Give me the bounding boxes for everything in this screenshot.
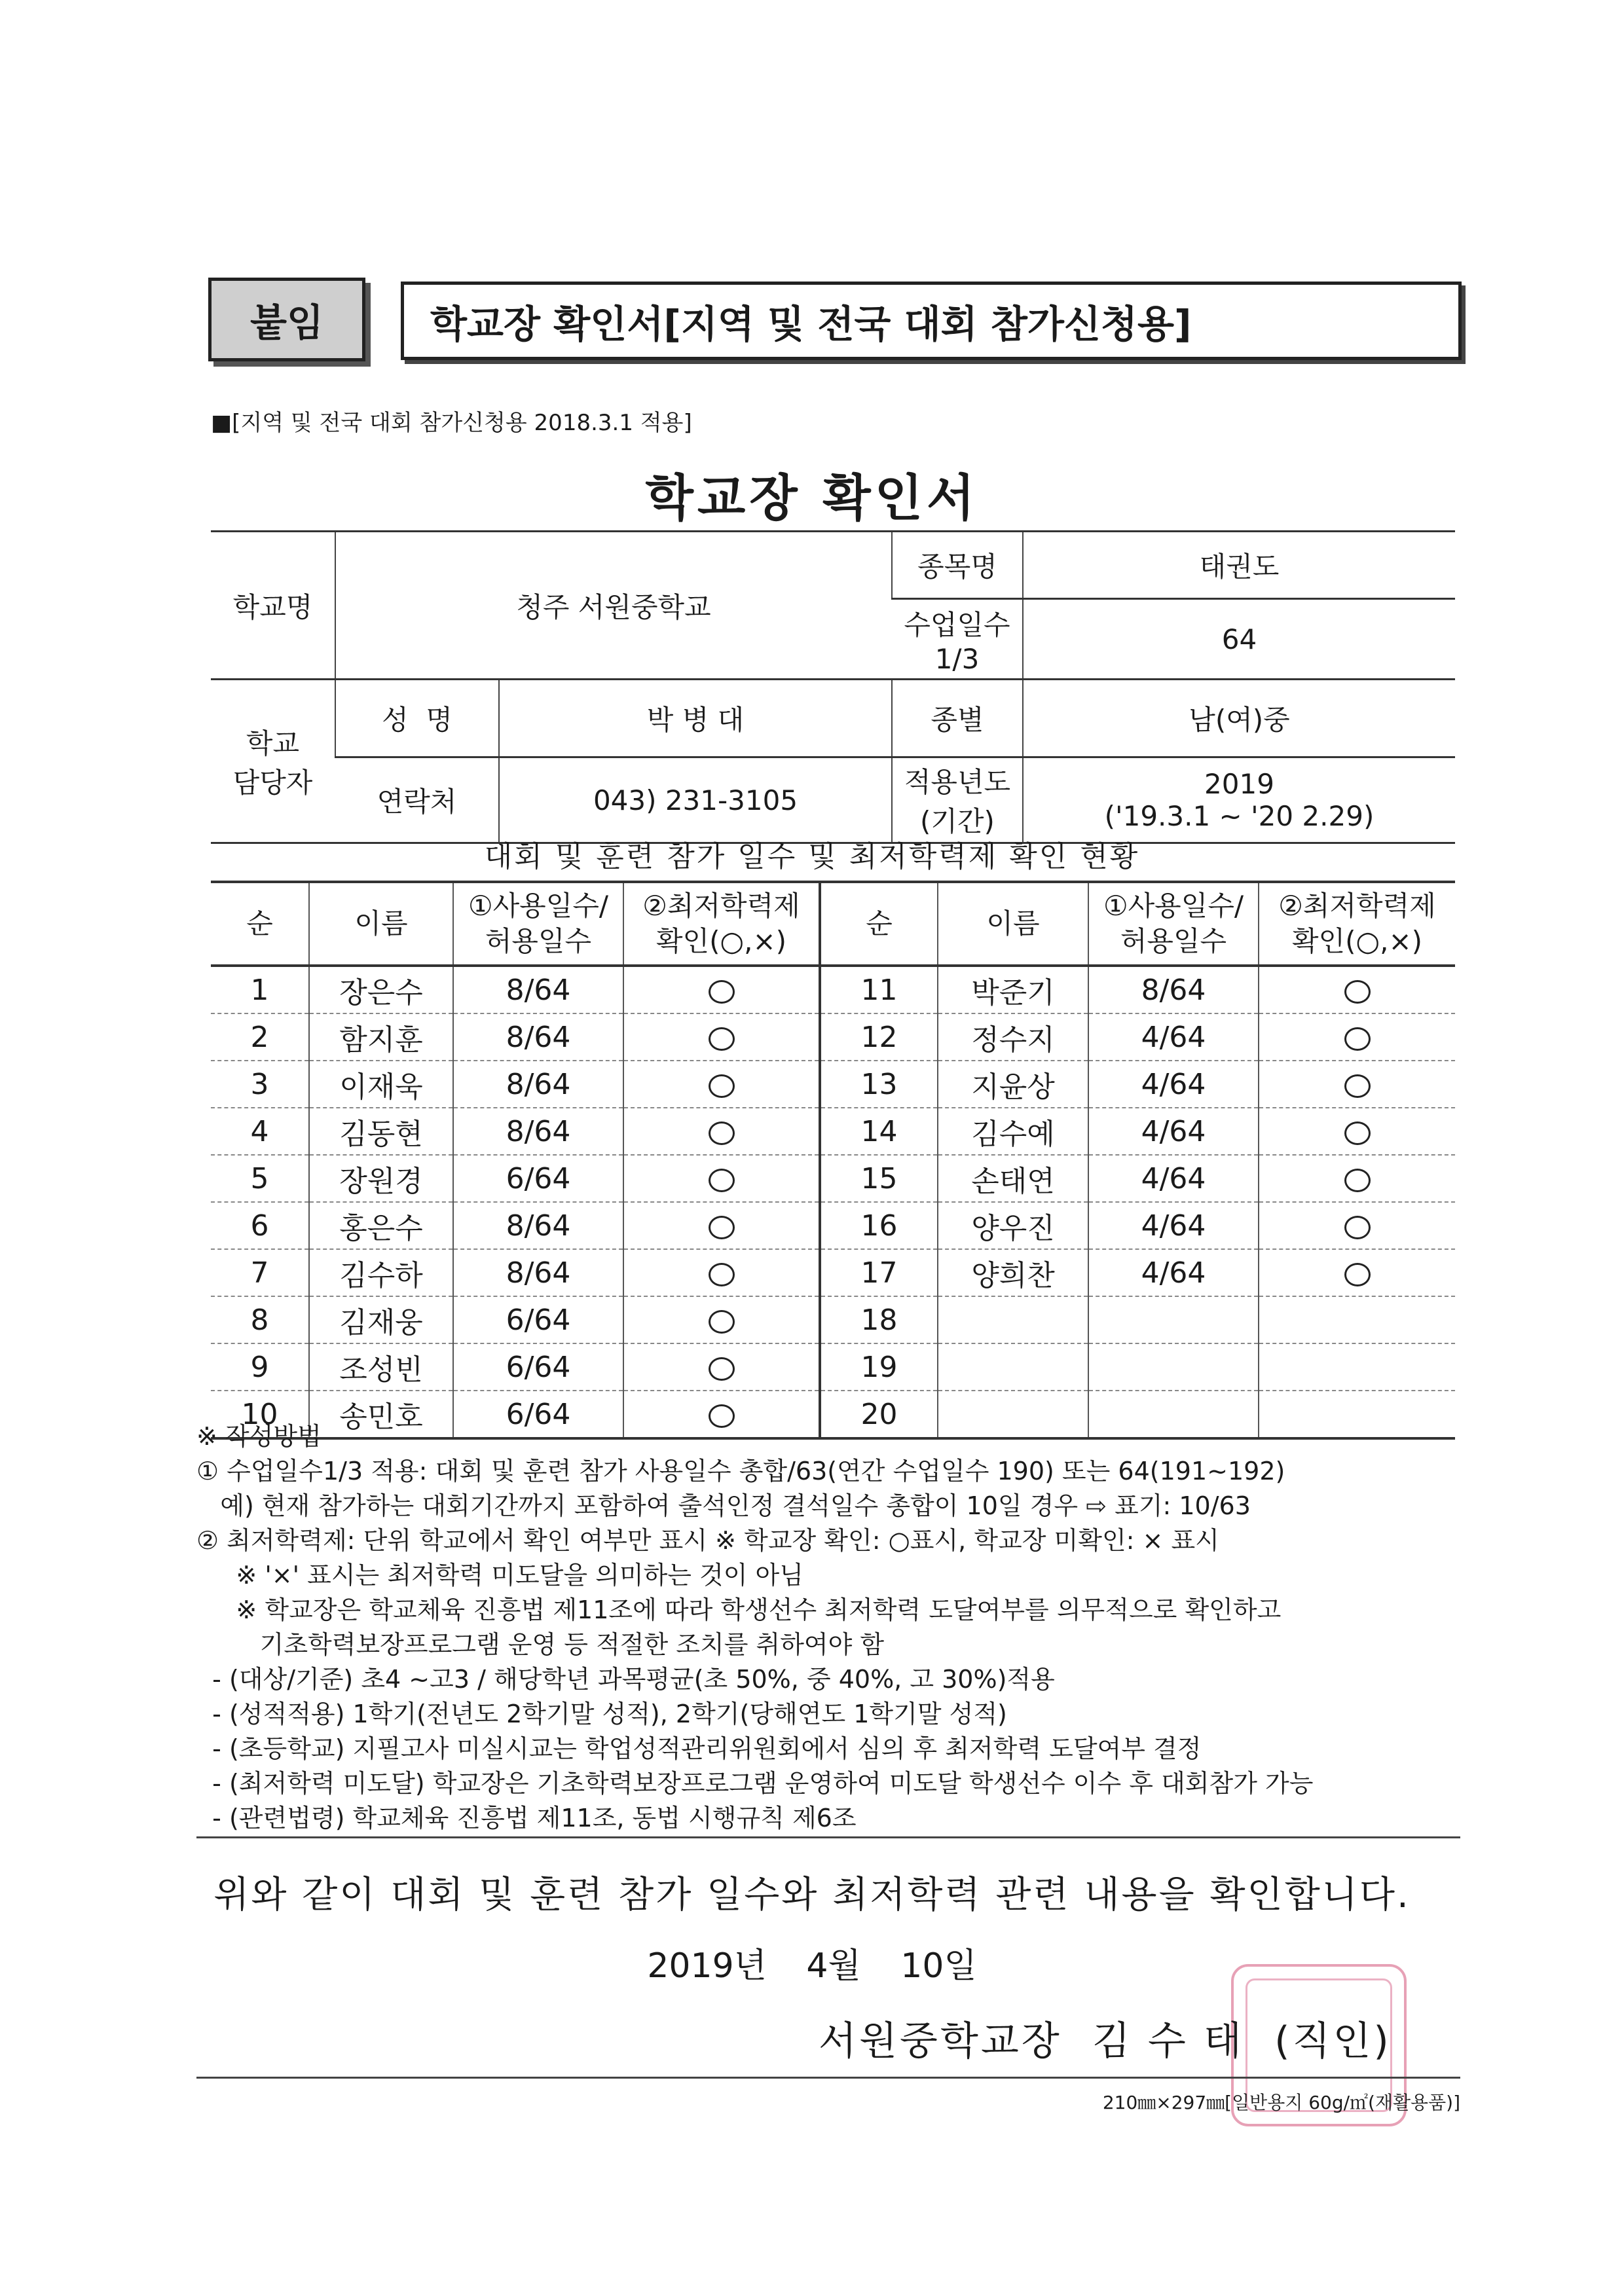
note-line: - (최저학력 미도달) 학교장은 기초학력보장프로그램 운영하여 미도달 학생선수 이수 후 대회참가 가능 bbox=[196, 1769, 1314, 1798]
days-label bbox=[892, 599, 1023, 680]
circle-mark-icon bbox=[1344, 980, 1371, 1004]
check bbox=[623, 1013, 820, 1061]
row-number: 2 bbox=[211, 1013, 309, 1061]
table-row bbox=[211, 1155, 1455, 1202]
manager-label bbox=[211, 680, 335, 843]
student-name bbox=[938, 1343, 1088, 1391]
row-number: 12 bbox=[820, 1013, 938, 1061]
date-year: 2019년 bbox=[647, 1946, 767, 1986]
row-number: 13 bbox=[820, 1061, 938, 1108]
principal-signature-line: 서원중학교장 김 수 태 (직인) bbox=[819, 2018, 1392, 2064]
student-name: 조성빈 bbox=[309, 1343, 453, 1391]
days-used: 6/64 bbox=[453, 1391, 623, 1438]
student-name: 김동현 bbox=[309, 1108, 453, 1155]
note-line: 기초학력보장프로그램 운영 등 적절한 조치를 취하여야 함 bbox=[196, 1630, 885, 1659]
row-number: 18 bbox=[820, 1296, 938, 1343]
student-name: 이재욱 bbox=[309, 1061, 453, 1108]
row-number: 9 bbox=[211, 1343, 309, 1391]
school-label: 학교명 bbox=[211, 532, 335, 680]
row-number: 8 bbox=[211, 1296, 309, 1343]
days-used bbox=[1088, 1296, 1259, 1343]
check bbox=[623, 1202, 820, 1249]
contact-label: 연락처 bbox=[335, 757, 499, 843]
days-used: 8/64 bbox=[453, 1061, 623, 1108]
row-number: 19 bbox=[820, 1343, 938, 1391]
note-line: ※ 학교장은 학교체육 진흥법 제11조에 따라 학생선수 최저학력 도달여부를 의무적으로 확인하고 bbox=[196, 1595, 1282, 1624]
check bbox=[1259, 1061, 1455, 1108]
note-line: - (성적적용) 1학기(전년도 2학기말 성적), 2학기(당해연도 1학기말 성적) bbox=[196, 1700, 1007, 1728]
days-value: 64 bbox=[1023, 599, 1455, 680]
row-number: 15 bbox=[820, 1155, 938, 1202]
header-days-line2: 허용일수 bbox=[1120, 925, 1227, 957]
date-day: 10일 bbox=[900, 1946, 977, 1986]
divider bbox=[196, 2077, 1460, 2079]
student-name: 장원경 bbox=[309, 1155, 453, 1202]
check bbox=[1259, 1343, 1455, 1391]
row-number: 7 bbox=[211, 1249, 309, 1296]
note-line: 예) 현재 참가하는 대회기간까지 포함하여 출석인정 결석일수 총합이 10일 경우 ⇨ 표기: 10/63 bbox=[196, 1491, 1251, 1520]
circle-mark-icon bbox=[1344, 1121, 1371, 1145]
note-line: ② 최저학력제: 단위 학교에서 확인 여부만 표시 ※ 학교장 확인: ○표시, 학교장 미확인: × 표시 bbox=[196, 1526, 1219, 1555]
days-used: 8/64 bbox=[1088, 966, 1259, 1013]
student-name: 장은수 bbox=[309, 966, 453, 1013]
school-value: 청주 서원중학교 bbox=[335, 532, 892, 680]
circle-mark-icon bbox=[709, 1169, 735, 1192]
header-days-line1: ①사용일수/ bbox=[1103, 890, 1244, 922]
note-line: ① 수업일수1/3 적용: 대회 및 훈련 참가 사용일수 총합/63(연간 수업일수 190) 또는 64(191~192) bbox=[196, 1457, 1285, 1485]
circle-mark-icon bbox=[709, 1263, 735, 1286]
days-used: 4/64 bbox=[1088, 1061, 1259, 1108]
row-number: 1 bbox=[211, 966, 309, 1013]
circle-mark-icon bbox=[709, 1027, 735, 1051]
header-name-right: 이름 bbox=[938, 882, 1088, 966]
row-number: 14 bbox=[820, 1108, 938, 1155]
circle-mark-icon bbox=[709, 1074, 735, 1098]
year-value-line2: ('19.3.1 ~ '20 2.29) bbox=[1104, 800, 1375, 832]
apply-note: ■[지역 및 전국 대회 참가신청용 2018.3.1 적용] bbox=[211, 410, 692, 436]
check bbox=[623, 1249, 820, 1296]
row-number: 10 bbox=[211, 1391, 309, 1438]
year-label-line1: 적용년도 bbox=[904, 766, 1011, 798]
gender-label: 종별 bbox=[892, 680, 1023, 757]
table-row bbox=[211, 1343, 1455, 1391]
table-row bbox=[211, 1013, 1455, 1061]
circle-mark-icon bbox=[709, 1121, 735, 1145]
check bbox=[1259, 966, 1455, 1013]
circle-mark-icon bbox=[1344, 1074, 1371, 1098]
days-used: 6/64 bbox=[453, 1155, 623, 1202]
student-name: 박준기 bbox=[938, 966, 1088, 1013]
header-name-left: 이름 bbox=[309, 882, 453, 966]
manager-label-line2: 담당자 bbox=[232, 766, 313, 799]
year-value bbox=[1023, 757, 1455, 843]
header-title: 학교장 확인서[지역 및 전국 대회 참가신청용] bbox=[401, 282, 1462, 360]
row-number: 3 bbox=[211, 1061, 309, 1108]
check bbox=[1259, 1249, 1455, 1296]
row-number: 20 bbox=[820, 1391, 938, 1438]
check bbox=[623, 1155, 820, 1202]
header-check-left bbox=[623, 882, 820, 966]
days-used: 8/64 bbox=[453, 1108, 623, 1155]
table-row bbox=[211, 966, 1455, 1013]
check bbox=[1259, 1108, 1455, 1155]
days-label-line1: 수업일수 bbox=[904, 608, 1010, 641]
note-line: ※ 작성방법 bbox=[196, 1422, 322, 1451]
header-days-line2: 허용일수 bbox=[485, 925, 592, 957]
paper-spec: 210㎜×297㎜[일반용지 60g/㎡(재활용품)] bbox=[1102, 2092, 1460, 2113]
sport-value: 태권도 bbox=[1023, 532, 1455, 599]
circle-mark-icon bbox=[709, 1310, 735, 1334]
circle-mark-icon bbox=[1344, 1027, 1371, 1051]
days-used: 4/64 bbox=[1088, 1249, 1259, 1296]
header-check-line1: ②최저학력제 bbox=[1278, 890, 1436, 922]
check bbox=[623, 1343, 820, 1391]
days-used: 8/64 bbox=[453, 966, 623, 1013]
header-check-right bbox=[1259, 882, 1455, 966]
table-row bbox=[211, 1249, 1455, 1296]
check bbox=[1259, 1296, 1455, 1343]
instructions bbox=[196, 1419, 1480, 1836]
table-row bbox=[211, 1296, 1455, 1343]
student-name: 김재웅 bbox=[309, 1296, 453, 1343]
divider bbox=[196, 1836, 1460, 1838]
student-name: 김수예 bbox=[938, 1108, 1088, 1155]
header-no-right: 순 bbox=[820, 882, 938, 966]
year-value-line1: 2019 bbox=[1204, 768, 1274, 800]
table-row bbox=[211, 1108, 1455, 1155]
days-used: 4/64 bbox=[1088, 1202, 1259, 1249]
days-used: 4/64 bbox=[1088, 1108, 1259, 1155]
circle-mark-icon bbox=[709, 1357, 735, 1381]
contact-value: 043) 231-3105 bbox=[499, 757, 892, 843]
roster-subtitle: 대회 및 훈련 참가 일수 및 최저학력제 확인 현황 bbox=[484, 840, 1140, 873]
table-row bbox=[211, 1202, 1455, 1249]
confirmation-statement: 위와 같이 대회 및 훈련 참가 일수와 최저학력 관련 내용을 확인합니다. bbox=[213, 1874, 1411, 1916]
circle-mark-icon bbox=[709, 1216, 735, 1239]
days-used: 8/64 bbox=[453, 1249, 623, 1296]
check bbox=[623, 1108, 820, 1155]
days-used: 4/64 bbox=[1088, 1155, 1259, 1202]
row-number: 16 bbox=[820, 1202, 938, 1249]
manager-label-line1: 학교 bbox=[246, 727, 300, 759]
days-label-line2: 1/3 bbox=[934, 642, 980, 675]
row-number: 5 bbox=[211, 1155, 309, 1202]
circle-mark-icon bbox=[1344, 1169, 1371, 1192]
student-name: 정수지 bbox=[938, 1013, 1088, 1061]
table-row bbox=[211, 1061, 1455, 1108]
days-used: 8/64 bbox=[453, 1202, 623, 1249]
row-number: 11 bbox=[820, 966, 938, 1013]
header-days-left bbox=[453, 882, 623, 966]
student-name: 함지훈 bbox=[309, 1013, 453, 1061]
student-name: 김수하 bbox=[309, 1249, 453, 1296]
header-no-left: 순 bbox=[211, 882, 309, 966]
check bbox=[1259, 1013, 1455, 1061]
check bbox=[623, 966, 820, 1013]
header-check-line2: 확인(○,×) bbox=[655, 925, 787, 957]
sport-label: 종목명 bbox=[892, 532, 1023, 599]
header-check-line2: 확인(○,×) bbox=[1291, 925, 1423, 957]
check bbox=[1259, 1202, 1455, 1249]
note-line: - (관련법령) 학교체육 진흥법 제11조, 동법 시행규칙 제6조 bbox=[196, 1804, 857, 1832]
year-label-line2: (기간) bbox=[920, 805, 995, 837]
student-name: 손태연 bbox=[938, 1155, 1088, 1202]
check bbox=[1259, 1155, 1455, 1202]
document-title: 학교장 확인서 bbox=[645, 469, 979, 527]
student-name: 양희찬 bbox=[938, 1249, 1088, 1296]
student-name: 홍은수 bbox=[309, 1202, 453, 1249]
row-number: 4 bbox=[211, 1108, 309, 1155]
name-value: 박 병 대 bbox=[499, 680, 892, 757]
participation-table bbox=[211, 881, 1455, 1440]
gender-value: 남(여)중 bbox=[1023, 680, 1455, 757]
note-line: - (초등학교) 지필고사 미실시교는 학업성적관리위원회에서 심의 후 최저학력 도달여부 결정 bbox=[196, 1734, 1202, 1763]
days-used: 4/64 bbox=[1088, 1013, 1259, 1061]
days-used: 6/64 bbox=[453, 1343, 623, 1391]
check bbox=[623, 1296, 820, 1343]
circle-mark-icon bbox=[709, 980, 735, 1004]
year-label bbox=[892, 757, 1023, 843]
date-month: 4월 bbox=[806, 1946, 861, 1986]
student-name: 송민호 bbox=[309, 1391, 453, 1438]
name-label: 성 명 bbox=[335, 680, 499, 757]
days-used bbox=[1088, 1343, 1259, 1391]
student-name: 양우진 bbox=[938, 1202, 1088, 1249]
circle-mark-icon bbox=[1344, 1263, 1371, 1286]
attachment-badge: 붙임 bbox=[208, 278, 365, 361]
row-number: 17 bbox=[820, 1249, 938, 1296]
days-used: 6/64 bbox=[453, 1296, 623, 1343]
row-number: 6 bbox=[211, 1202, 309, 1249]
note-line: - (대상/기준) 초4 ~고3 / 해당학년 과목평균(초 50%, 중 40%, 고 30%)적용 bbox=[196, 1665, 1055, 1694]
note-line: ※ '×' 표시는 최저학력 미도달을 의미하는 것이 아님 bbox=[196, 1561, 803, 1590]
student-name bbox=[938, 1296, 1088, 1343]
header-check-line1: ②최저학력제 bbox=[642, 890, 800, 922]
school-info-table bbox=[211, 530, 1455, 844]
header-days-line1: ①사용일수/ bbox=[468, 890, 609, 922]
header-days-right bbox=[1088, 882, 1259, 966]
check bbox=[623, 1061, 820, 1108]
days-used: 8/64 bbox=[453, 1013, 623, 1061]
circle-mark-icon bbox=[1344, 1216, 1371, 1239]
student-name: 지윤상 bbox=[938, 1061, 1088, 1108]
